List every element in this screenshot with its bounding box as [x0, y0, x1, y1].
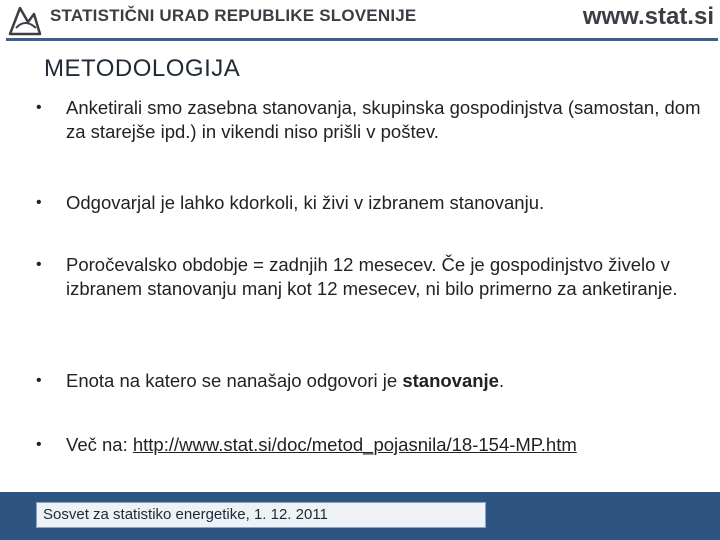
bullet-text-suffix: .: [498, 370, 505, 391]
bullet-text: [66, 433, 706, 457]
bullet-text-prefix: Več na:: [66, 434, 133, 455]
bullet-dot-icon: •: [36, 99, 42, 116]
bullet-item: [36, 253, 706, 301]
bullet-item: [36, 433, 706, 457]
bullet-text: [66, 369, 706, 393]
bullet-text: Poročevalsko obdobje = zadnjih 12 mesecev. Če je gospodinjstvo živelo v izbranem stanovanju manj kot 12 mesecev, ni bilo primerno za anketiranje.: [66, 254, 678, 299]
bullet-dot-icon: •: [36, 256, 42, 273]
header-divider: [6, 38, 718, 41]
bullet-dot-icon: •: [36, 436, 42, 453]
header: [0, 0, 720, 42]
bullet-dot-icon: •: [36, 372, 42, 389]
site-url[interactable]: www.stat.si: [582, 3, 714, 30]
bullet-text-prefix: Enota na katero se nanašajo odgovori je: [66, 370, 403, 391]
organization-name: STATISTIČNI URAD REPUBLIKE SLOVENIJE: [50, 6, 417, 25]
sors-logo-icon: [6, 4, 44, 38]
bullet-item: [36, 96, 706, 144]
bullet-text-emphasis: stanovanje: [402, 370, 499, 391]
bullet-dot-icon: •: [36, 194, 42, 211]
footer-label-box: [36, 502, 486, 528]
bullet-item: [36, 191, 706, 215]
footer-bar: [0, 492, 720, 540]
footer-text: Sosvet za statistiko energetike, 1. 12. 2011: [43, 506, 328, 523]
methodology-link[interactable]: http://www.stat.si/doc/metod_pojasnila/18-154-MP.htm: [132, 434, 577, 455]
bullet-text: Anketirali smo zasebna stanovanja, skupinska gospodinjstva (samostan, dom za starejše ipd.) in vikendi niso prišli v poštev.: [66, 97, 701, 142]
slide-title: METODOLOGIJA: [44, 55, 241, 82]
bullet-item: [36, 369, 706, 393]
bullet-text: Odgovarjal je lahko kdorkoli, ki živi v izbranem stanovanju.: [66, 192, 545, 213]
